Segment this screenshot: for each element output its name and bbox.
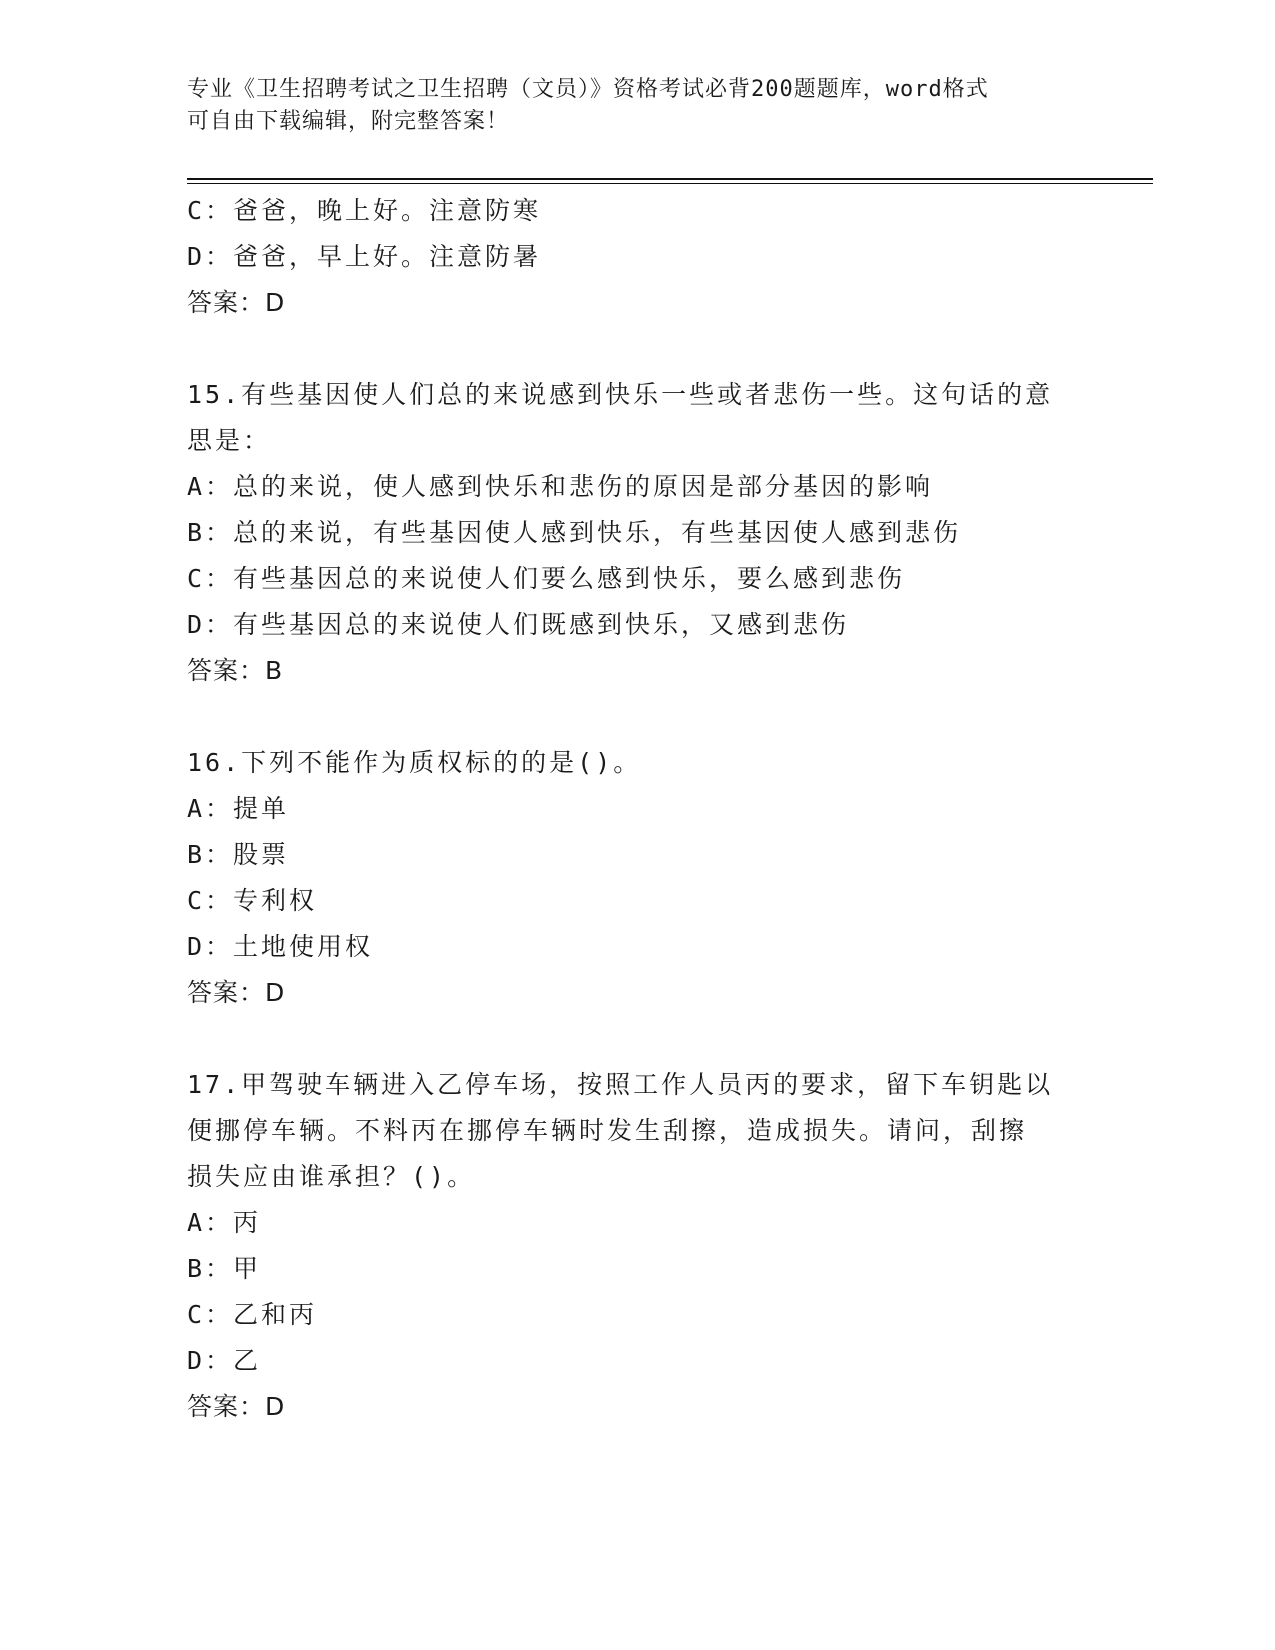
question-17-stem-1: 17.甲驾驶车辆进入乙停车场，按照工作人员丙的要求，留下车钥匙以 [187, 1070, 1054, 1099]
header-line-1: 专业《卫生招聘考试之卫生招聘（文员）》资格考试必背200题题库，word格式 [187, 77, 989, 102]
option-b: B：股票 [187, 840, 290, 869]
header-rule-thin [187, 183, 1153, 184]
question-15-stem-2: 思是： [187, 426, 272, 455]
spacer [187, 326, 1087, 372]
spacer [187, 1016, 1087, 1062]
header-line-2: 可自由下载编辑，附完整答案！ [187, 109, 510, 134]
option-d: D：爸爸，早上好。注意防暑 [187, 242, 542, 271]
option-b: B：总的来说，有些基因使人感到快乐，有些基因使人感到悲伤 [187, 518, 962, 547]
question-15-stem-1: 15.有些基因使人们总的来说感到快乐一些或者悲伤一些。这句话的意 [187, 380, 1054, 409]
spacer [187, 694, 1087, 740]
option-a: A：丙 [187, 1208, 262, 1237]
question-17-stem-2: 便挪停车辆。不料丙在挪停车辆时发生刮擦，造成损失。请问，刮擦 [187, 1116, 1028, 1145]
question-16-stem: 16.下列不能作为质权标的的是()。 [187, 748, 642, 777]
option-d: D：土地使用权 [187, 932, 374, 961]
header-rule-thick [187, 178, 1153, 180]
option-c: C：乙和丙 [187, 1300, 318, 1329]
option-d: D：有些基因总的来说使人们既感到快乐，又感到悲伤 [187, 610, 850, 639]
question-17-stem-3: 损失应由谁承担？()。 [187, 1162, 476, 1191]
option-c: C：有些基因总的来说使人们要么感到快乐，要么感到悲伤 [187, 564, 906, 593]
option-d: D：乙 [187, 1346, 262, 1375]
question-list [187, 188, 1087, 1430]
document-header [187, 74, 1067, 138]
answer-line: 答案：D [187, 978, 286, 1007]
option-a: A：提单 [187, 794, 290, 823]
answer-line: 答案：D [187, 1392, 286, 1421]
answer-line: 答案：D [187, 288, 286, 317]
option-b: B：甲 [187, 1254, 262, 1283]
answer-line: 答案：B [187, 656, 284, 685]
option-c: C：爸爸，晚上好。注意防寒 [187, 196, 542, 225]
option-c: C：专利权 [187, 886, 318, 915]
option-a: A：总的来说，使人感到快乐和悲伤的原因是部分基因的影响 [187, 472, 934, 501]
